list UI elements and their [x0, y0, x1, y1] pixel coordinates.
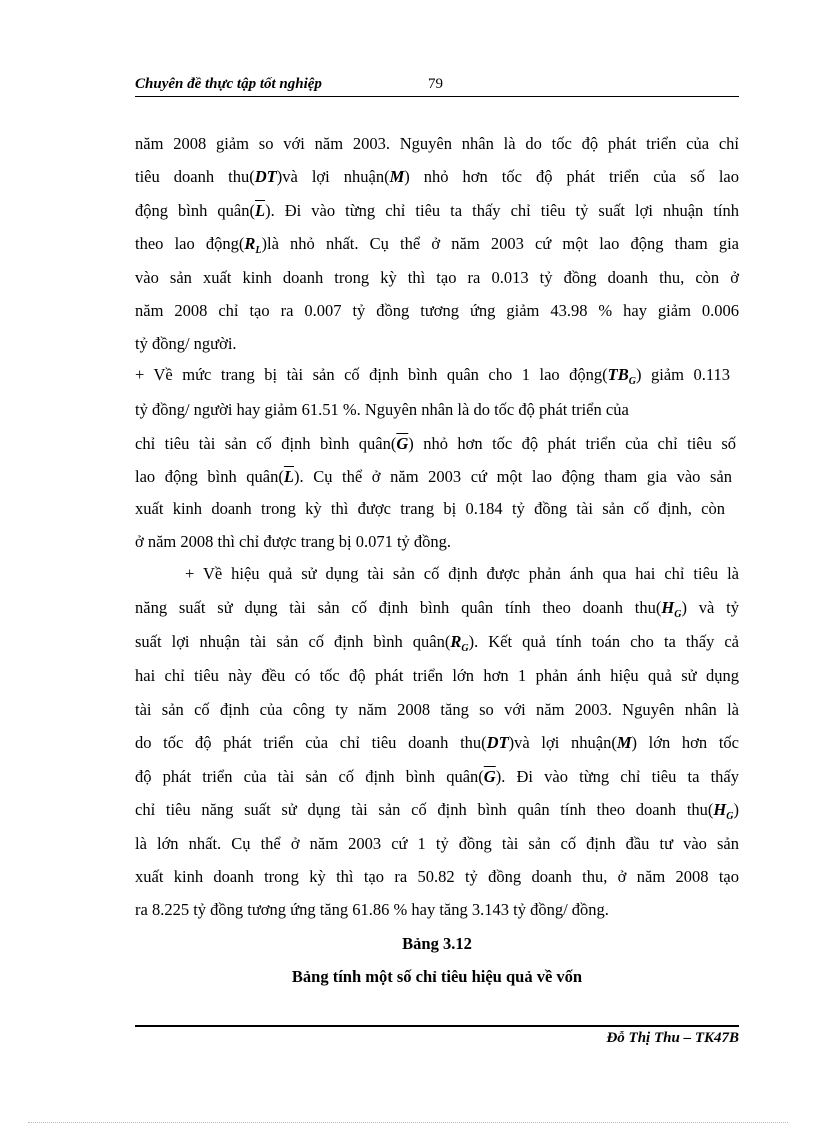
symbol-g-bar: $\overline{G}$ — [483, 767, 496, 786]
symbol-l-bar: $\overline{L}$ — [283, 467, 294, 486]
symbol-hg: H — [661, 598, 675, 617]
text-line: lao động bình $quân(\overline{L})$. Cụ thể ở năm 2003 cứ một lao động tham gia vào sản — [135, 467, 733, 486]
table-title: Bảng tính một số chỉ tiêu hiệu quả về vốn — [291, 967, 583, 986]
text-line: tiêu doanh thu(DT)và lợi nhuận(M) nhỏ hơn tốc độ phát triển của số lao — [135, 167, 740, 186]
symbol-rl: R — [244, 234, 256, 253]
text-line: tỷ đồng/ người hay giảm 61.51 %. Nguyên nhân là do tốc độ phát triển của — [135, 400, 629, 419]
symbol-m: M — [389, 167, 405, 186]
text-line: năm 2008 chỉ tạo ra 0.007 tỷ đồng tương ứng giảm 43.98 % hay giảm 0.006 — [135, 301, 739, 320]
text-line: ra 8.225 tỷ đồng tương ứng tăng 61.86 % hay tăng 3.143 tỷ đồng/ đồng. — [135, 900, 609, 919]
page-number: 79 — [428, 76, 443, 92]
text-line: là lớn nhất. Cụ thể ở năm 2003 cứ 1 tỷ đồng tài sản cố định đầu tư vào sản — [135, 834, 739, 853]
footer-author: Đỗ Thị Thu – TK47B — [606, 1030, 739, 1046]
text-line: độ phát triển của tài sản cố định bình $quân(\overline{G})$. Đi vào từng chỉ tiêu ta thấy — [135, 767, 740, 786]
footer-rule — [135, 1025, 739, 1027]
table-number: Bảng 3.12 — [402, 934, 472, 953]
text-line: động bình $quân(\overline{L})$. Đi vào từng chỉ tiêu ta thấy chỉ tiêu tỷ suất lợi nhuận tính — [135, 201, 739, 220]
symbol-rg: R — [450, 632, 462, 651]
text-line: do tốc độ phát triển của chỉ tiêu doanh thu(DT)và lợi nhuận(M) lớn hơn tốc — [135, 733, 739, 752]
document-title: Chuyên đề thực tập tốt nghiệp — [135, 76, 322, 92]
text-line: chỉ tiêu năng suất sử dụng tài sản cố định bình quân tính theo doanh $thu(H_G)$ — [135, 800, 739, 822]
text-line: chỉ tiêu tài sản cố định bình $quân(\overline{G})$ nhỏ hơn tốc độ phát triển của chỉ tiêu số — [135, 434, 736, 453]
text-line: + Về mức trang bị tài sản cố định bình quân cho 1 lao $động(TB_G)$ giảm 0.113 — [135, 365, 730, 387]
symbol-l-bar: $\overline{L}$ — [254, 201, 266, 220]
text-line: năm 2008 giảm so với năm 2003. Nguyên nhân là do tốc độ phát triển của chỉ — [135, 134, 739, 153]
text-line: xuất kinh doanh trong kỳ thì tạo ra 50.82 tỷ đồng doanh thu, ở năm 2008 tạo — [135, 867, 739, 886]
symbol-m: M — [616, 733, 632, 752]
text-line: ở năm 2008 thì chỉ được trang bị 0.071 tỷ đồng. — [135, 532, 452, 551]
text-line: hai chỉ tiêu này đều có tốc độ phát triển lớn hơn 1 phản ánh hiệu quả sử dụng — [135, 666, 739, 685]
text-line: xuất kinh doanh trong kỳ thì được trang bị 0.184 tỷ đồng tài sản cố định, còn — [135, 499, 725, 518]
symbol-tbg: TB — [607, 365, 629, 384]
page-header — [135, 76, 739, 97]
text-line: vào sản xuất kinh doanh trong kỳ thì tạo ra 0.013 tỷ đồng doanh thu, còn ở — [135, 268, 739, 287]
text-line: tài sản cố định của công ty năm 2008 tăng so với năm 2003. Nguyên nhân là — [135, 700, 739, 719]
text-line: suất lợi nhuận tài sản cố định bình $quân(R_G)$. Kết quả tính toán cho ta thấy cả — [135, 632, 739, 654]
text-line: năng suất sử dụng tài sản cố định bình quân tính theo doanh $thu(H_G)$ và tỷ — [135, 598, 740, 620]
symbol-dt: DT — [486, 733, 509, 752]
text-line: tỷ đồng/ người. — [135, 334, 237, 353]
symbol-dt: DT — [254, 167, 277, 186]
text-line: theo lao $động(R_L)là$ nhỏ nhất. Cụ thể ở năm 2003 cứ một lao động tham gia — [135, 234, 739, 256]
text-line: + Về hiệu quả sử dụng tài sản cố định được phản ánh qua hai chỉ tiêu là — [185, 564, 739, 583]
symbol-hg: H — [713, 800, 727, 819]
symbol-g-bar: $\overline{G}$ — [396, 434, 409, 453]
